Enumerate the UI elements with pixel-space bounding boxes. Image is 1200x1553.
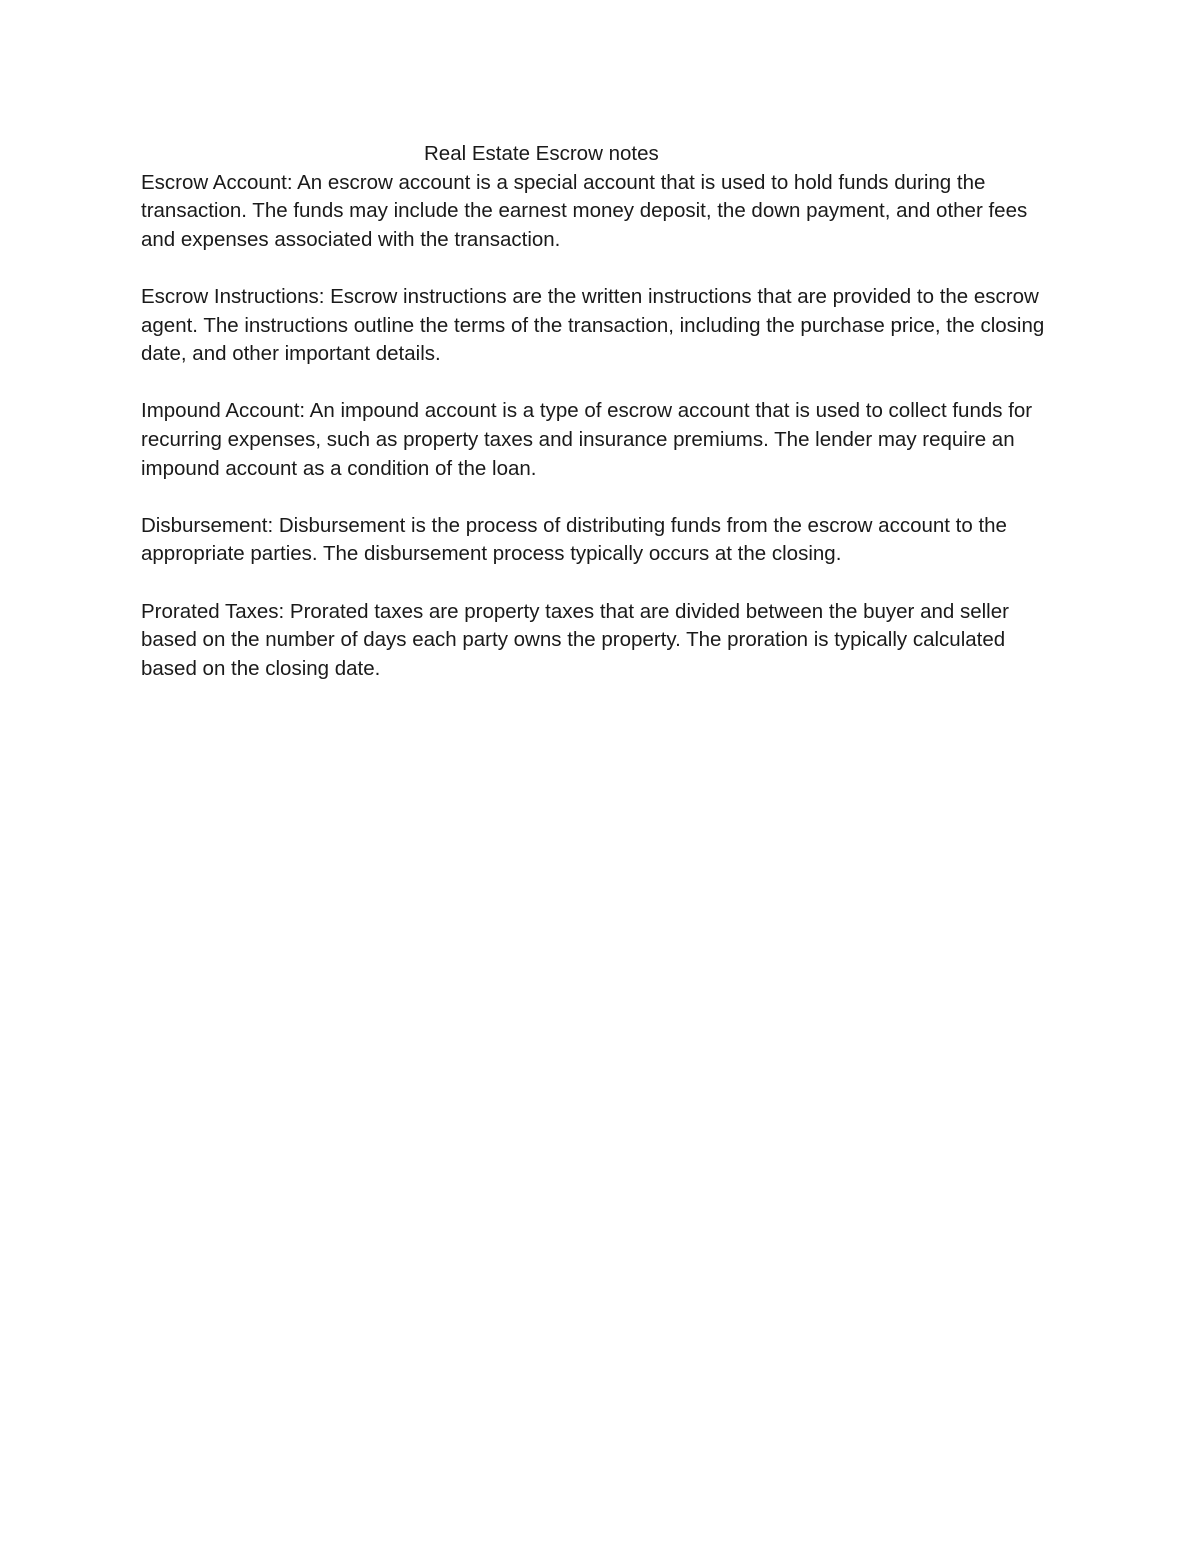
paragraph-disbursement: Disbursement: Disbursement is the process of distributing funds from the escrow account to the appropriate parties. The disbursement process typically occurs at the closing. <box>141 513 1007 566</box>
paragraph-prorated-taxes: Prorated Taxes: Prorated taxes are property taxes that are divided between the buyer and seller based on the number of days each party owns the property. The proration is typically calculated based on the closing date. <box>141 599 1009 680</box>
paragraph-impound-account: Impound Account: An impound account is a type of escrow account that is used to collect funds for recurring expenses, such as property taxes and insurance premiums. The lender may require an impound account as a condition of the loan. <box>141 399 1033 480</box>
document-body <box>141 140 1066 683</box>
paragraph-escrow-instructions: Escrow Instructions: Escrow instructions are the written instructions that are provided to the escrow agent. The instructions outline the terms of the transaction, including the purchase price, the closing date, and other important details. <box>141 284 1045 366</box>
document-title: Real Estate Escrow notes <box>424 142 659 165</box>
paragraph-escrow-account: Escrow Account: An escrow account is a special account that is used to hold funds during the transaction. The funds may include the earnest money deposit, the down payment, and other fees and expenses associated with the transaction. <box>141 170 1028 251</box>
